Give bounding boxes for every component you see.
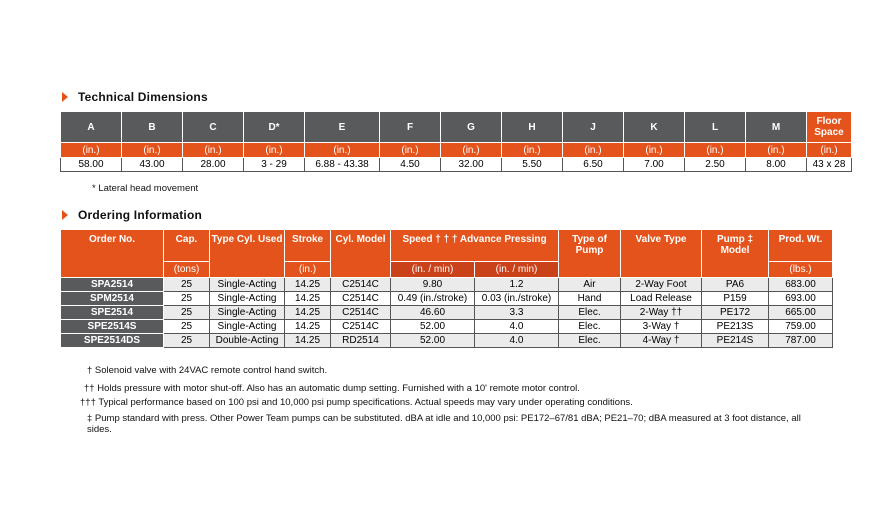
cell: 25	[164, 278, 210, 292]
unit-cell: (in.)	[244, 143, 305, 158]
col-header: A	[61, 112, 122, 143]
col-header: C	[183, 112, 244, 143]
cell: 3.3	[475, 306, 559, 320]
unit-cell: (in. / min)	[391, 262, 475, 278]
cell: Double-Acting	[210, 334, 285, 348]
unit-cell: (in.)	[441, 143, 502, 158]
unit-cell: (in.)	[380, 143, 441, 158]
value-cell: 43 x 28	[807, 158, 852, 172]
ordering-table	[60, 229, 833, 348]
col-header-valve-type: Valve Type	[621, 230, 702, 278]
col-header-pump-model: Pump ‡ Model	[702, 230, 769, 278]
order-number: SPE2514	[61, 306, 164, 320]
cell: Single-Acting	[210, 292, 285, 306]
cell: 4-Way †	[621, 334, 702, 348]
value-cell: 8.00	[746, 158, 807, 172]
cell: Hand	[559, 292, 621, 306]
order-number: SPA2514	[61, 278, 164, 292]
value-cell: 4.50	[380, 158, 441, 172]
cell: 52.00	[391, 320, 475, 334]
unit-cell: (in.)	[685, 143, 746, 158]
cell: Elec.	[559, 320, 621, 334]
cell: PA6	[702, 278, 769, 292]
unit-cell: (in.)	[285, 262, 331, 278]
cell: Single-Acting	[210, 320, 285, 334]
cell: C2514C	[331, 278, 391, 292]
cell: 14.25	[285, 306, 331, 320]
col-header: Floor Space	[807, 112, 852, 143]
unit-cell: (in.)	[122, 143, 183, 158]
cell: 14.25	[285, 278, 331, 292]
arrow-bullet-icon	[62, 92, 68, 102]
value-cell: 7.00	[624, 158, 685, 172]
units-row	[61, 143, 852, 158]
cell: C2514C	[331, 320, 391, 334]
cell: 14.25	[285, 292, 331, 306]
col-header: F	[380, 112, 441, 143]
cell: 14.25	[285, 334, 331, 348]
col-header: B	[122, 112, 183, 143]
cell: Single-Acting	[210, 306, 285, 320]
cell: 0.49 (in./stroke)	[391, 292, 475, 306]
tech-dimensions-table	[60, 111, 852, 172]
cell: PE172	[702, 306, 769, 320]
table-row	[61, 292, 833, 306]
cell: 25	[164, 320, 210, 334]
unit-cell: (in. / min)	[475, 262, 559, 278]
value-cell: 2.50	[685, 158, 746, 172]
cell: 14.25	[285, 320, 331, 334]
value-cell: 6.50	[563, 158, 624, 172]
cell: 25	[164, 334, 210, 348]
col-header: H	[502, 112, 563, 143]
values-row	[61, 158, 852, 172]
cell: 665.00	[769, 306, 833, 320]
cell: 3-Way †	[621, 320, 702, 334]
cell: 25	[164, 306, 210, 320]
cell: 46.60	[391, 306, 475, 320]
cell: 787.00	[769, 334, 833, 348]
col-header-cap: Cap.	[164, 230, 210, 262]
col-header: E	[305, 112, 380, 143]
unit-cell: (in.)	[183, 143, 244, 158]
cell: 683.00	[769, 278, 833, 292]
unit-cell: (in.)	[61, 143, 122, 158]
cell: Single-Acting	[210, 278, 285, 292]
order-number: SPM2514	[61, 292, 164, 306]
col-header: K	[624, 112, 685, 143]
cell: PE214S	[702, 334, 769, 348]
cell: 4.0	[475, 334, 559, 348]
cell: 25	[164, 292, 210, 306]
value-cell: 6.88 - 43.38	[305, 158, 380, 172]
table-row	[61, 334, 833, 348]
cell: C2514C	[331, 306, 391, 320]
unit-cell: (in.)	[502, 143, 563, 158]
order-number: SPE2514S	[61, 320, 164, 334]
cell: 693.00	[769, 292, 833, 306]
value-cell: 43.00	[122, 158, 183, 172]
unit-cell: (lbs.)	[769, 262, 833, 278]
value-cell: 3 - 29	[244, 158, 305, 172]
section-title: Ordering Information	[78, 208, 202, 222]
tech-footnote: * Lateral head movement	[92, 183, 199, 194]
cell: 9.80	[391, 278, 475, 292]
cell: C2514C	[331, 292, 391, 306]
cell: 2-Way ††	[621, 306, 702, 320]
col-header-order-no: Order No.	[61, 230, 164, 278]
section-title: Technical Dimensions	[78, 90, 208, 104]
cell: Air	[559, 278, 621, 292]
unit-cell: (in.)	[624, 143, 685, 158]
value-cell: 32.00	[441, 158, 502, 172]
cell: 52.00	[391, 334, 475, 348]
ordering-note: ††† Typical performance based on 100 psi and 10,000 psi pump specifications. Actual speeds may vary under operating conditions.	[80, 397, 633, 408]
value-cell: 28.00	[183, 158, 244, 172]
value-cell: 5.50	[502, 158, 563, 172]
col-header: M	[746, 112, 807, 143]
ordering-info-heading	[62, 208, 202, 222]
cell: PE213S	[702, 320, 769, 334]
col-header-type-cyl: Type Cyl. Used	[210, 230, 285, 278]
order-number: SPE2514DS	[61, 334, 164, 348]
cell: 4.0	[475, 320, 559, 334]
unit-cell: (tons)	[164, 262, 210, 278]
col-header-type-pump: Type of Pump	[559, 230, 621, 278]
col-header-speed: Speed † † † Advance Pressing	[391, 230, 559, 262]
cell: P159	[702, 292, 769, 306]
cell: 1.2	[475, 278, 559, 292]
cell: 2-Way Foot	[621, 278, 702, 292]
unit-cell: (in.)	[746, 143, 807, 158]
cell: 0.03 (in./stroke)	[475, 292, 559, 306]
cell: Elec.	[559, 306, 621, 320]
unit-cell: (in.)	[807, 143, 852, 158]
cell: RD2514	[331, 334, 391, 348]
col-header: J	[563, 112, 624, 143]
col-header: L	[685, 112, 746, 143]
tech-dimensions-heading	[62, 90, 208, 104]
col-header-prod-wt: Prod. Wt.	[769, 230, 833, 262]
ordering-note: ‡ Pump standard with press. Other Power Team pumps can be substituted. dBA at idle and 10,000 psi: PE172–67/81 dBA; PE21–70; dBA measured at 3 foot distance, all sides.	[87, 413, 801, 435]
col-header-cyl-model: Cyl. Model	[331, 230, 391, 278]
header-row	[61, 230, 833, 262]
header-row	[61, 112, 852, 143]
value-cell: 58.00	[61, 158, 122, 172]
cell: Load Release	[621, 292, 702, 306]
table-row	[61, 306, 833, 320]
ordering-note: †† Holds pressure with motor shut-off. Also has an automatic dump setting. Furnished with a 10' remote motor control.	[84, 383, 580, 394]
table-row	[61, 278, 833, 292]
ordering-note: † Solenoid valve with 24VAC remote control hand switch.	[87, 365, 328, 376]
col-header-stroke: Stroke	[285, 230, 331, 262]
unit-cell: (in.)	[563, 143, 624, 158]
table-row	[61, 320, 833, 334]
cell: 759.00	[769, 320, 833, 334]
cell: Elec.	[559, 334, 621, 348]
col-header: G	[441, 112, 502, 143]
arrow-bullet-icon	[62, 210, 68, 220]
col-header: D*	[244, 112, 305, 143]
unit-cell: (in.)	[305, 143, 380, 158]
